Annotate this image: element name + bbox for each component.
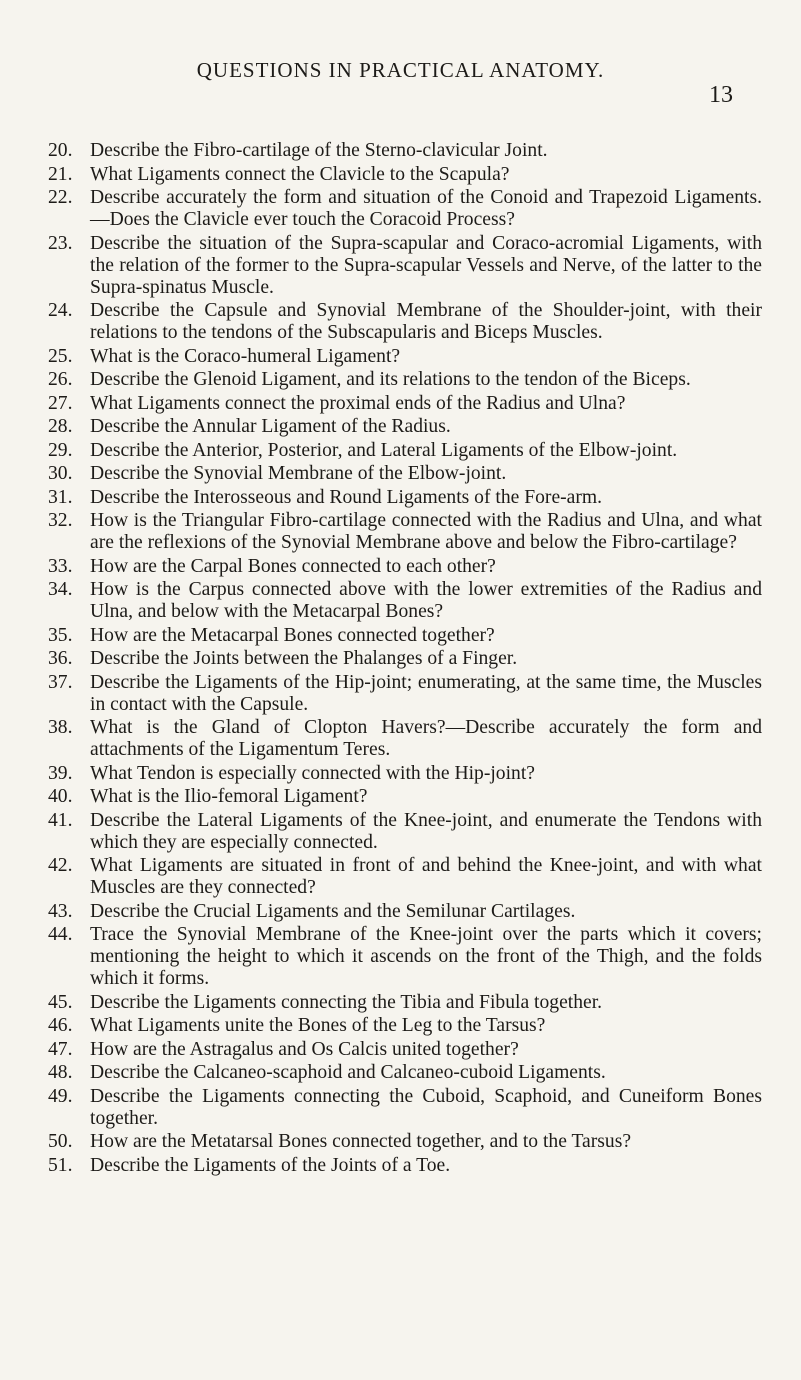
- question-text: Describe the Annular Ligament of the Radius.: [90, 416, 451, 437]
- question-item: [48, 300, 762, 344]
- question-item: [48, 346, 762, 368]
- question-item: [48, 369, 762, 391]
- question-number: 20.: [48, 140, 73, 161]
- question-number: 32.: [48, 510, 73, 531]
- question-text: How are the Astragalus and Os Calcis united together?: [90, 1038, 519, 1060]
- question-item: [48, 487, 762, 509]
- question-number: 43.: [48, 900, 73, 922]
- running-title: QUESTIONS IN PRACTICAL ANATOMY.: [196, 58, 605, 82]
- question-number: 33.: [48, 555, 73, 577]
- question-item: [48, 1155, 762, 1177]
- question-text: What is the Ilio-femoral Ligament?: [90, 786, 368, 807]
- question-text: Describe the Crucial Ligaments and the Semilunar Cartilages.: [90, 900, 576, 922]
- question-number: 49.: [48, 1085, 73, 1107]
- question-number: 35.: [48, 624, 73, 646]
- question-number: 38.: [48, 717, 73, 738]
- question-item: [48, 1015, 762, 1037]
- question-text: What is the Gland of Clopton Havers?—Describe accurately the form and attachments of the Ligamentum Teres.: [90, 717, 762, 760]
- question-number: 41.: [48, 809, 73, 831]
- question-item: [48, 855, 762, 899]
- question-number: 30.: [48, 463, 73, 484]
- question-item: [48, 510, 762, 554]
- question-number: 45.: [48, 991, 73, 1013]
- question-list: [48, 140, 762, 1178]
- question-item: [48, 1039, 762, 1061]
- question-number: 23.: [48, 232, 73, 254]
- question-item: [48, 1131, 762, 1153]
- question-text: Describe the Synovial Membrane of the Elbow-joint.: [90, 463, 507, 484]
- question-number: 34.: [48, 579, 73, 600]
- question-item: [48, 463, 762, 485]
- question-text: Describe the Interosseous and Round Ligaments of the Fore-arm.: [90, 486, 603, 508]
- question-text: Describe the Ligaments of the Hip-joint; enumerating, at the same time, the Muscles in contact with the Capsule.: [90, 671, 762, 715]
- question-text: Describe the Ligaments connecting the Cuboid, Scaphoid, and Cuneiform Bones together.: [90, 1085, 762, 1129]
- question-number: 37.: [48, 671, 73, 693]
- question-number: 51.: [48, 1154, 73, 1176]
- question-text: Describe the Calcaneo-scaphoid and Calcaneo-cuboid Ligaments.: [90, 1062, 606, 1083]
- question-number: 47.: [48, 1038, 73, 1060]
- question-item: [48, 164, 762, 186]
- question-item: [48, 416, 762, 438]
- question-text: Describe accurately the form and situation of the Conoid and Trapezoid Ligaments.—Does the Clavicle ever touch the Coracoid Process?: [90, 187, 762, 230]
- question-text: Describe the Joints between the Phalanges of a Finger.: [90, 648, 518, 669]
- question-text: What Tendon is especially connected with the Hip-joint?: [90, 762, 535, 784]
- question-item: [48, 556, 762, 578]
- question-text: How is the Triangular Fibro-cartilage connected with the Radius and Ulna, and what are the reflexions of the Synovial Membrane above and below the Fibro-cartilage?: [90, 510, 762, 553]
- question-number: 29.: [48, 439, 73, 461]
- question-number: 36.: [48, 648, 73, 669]
- page-number: 13: [709, 82, 733, 108]
- question-item: [48, 648, 762, 670]
- question-number: 50.: [48, 1131, 73, 1152]
- question-item: [48, 763, 762, 785]
- question-item: [48, 440, 762, 462]
- question-item: [48, 187, 762, 231]
- question-text: What Ligaments connect the Clavicle to the Scapula?: [90, 163, 510, 185]
- question-text: Trace the Synovial Membrane of the Knee-joint over the parts which it covers; mentioning the height to which it ascends on the front of the Thigh, and the folds which it forms.: [90, 924, 762, 989]
- question-item: [48, 1086, 762, 1130]
- question-text: Describe the Lateral Ligaments of the Knee-joint, and enumerate the Tendons with which they are especially connected.: [90, 809, 762, 853]
- question-text: What Ligaments unite the Bones of the Leg to the Tarsus?: [90, 1015, 546, 1036]
- question-number: 22.: [48, 187, 73, 208]
- question-item: [48, 233, 762, 299]
- question-number: 48.: [48, 1062, 73, 1083]
- question-number: 24.: [48, 300, 73, 321]
- question-item: [48, 1062, 762, 1084]
- question-text: How are the Metacarpal Bones connected together?: [90, 624, 495, 646]
- question-text: Describe the Capsule and Synovial Membrane of the Shoulder-joint, with their relations to the tendons of the Subscapularis and Biceps Muscles.: [90, 300, 762, 343]
- question-number: 25.: [48, 345, 73, 367]
- question-text: What Ligaments connect the proximal ends of the Radius and Ulna?: [90, 392, 626, 414]
- question-number: 46.: [48, 1015, 73, 1036]
- question-text: What is the Coraco-humeral Ligament?: [90, 345, 401, 367]
- question-item: [48, 901, 762, 923]
- question-item: [48, 393, 762, 415]
- question-text: How is the Carpus connected above with the lower extremities of the Radius and Ulna, and below with the Metacarpal Bones?: [90, 579, 762, 622]
- question-text: Describe the Ligaments of the Joints of a Toe.: [90, 1154, 451, 1176]
- question-number: 26.: [48, 369, 73, 390]
- question-item: [48, 140, 762, 162]
- question-number: 40.: [48, 786, 73, 807]
- question-item: [48, 924, 762, 990]
- question-item: [48, 625, 762, 647]
- question-item: [48, 579, 762, 623]
- question-item: [48, 672, 762, 716]
- question-item: [48, 786, 762, 808]
- question-item: [48, 717, 762, 761]
- question-number: 42.: [48, 855, 73, 876]
- question-text: Describe the situation of the Supra-scapular and Coraco-acromial Ligaments, with the relation of the former to the Supra-scapular Vessels and Nerve, of the latter to the Supra-spinatus Muscle.: [90, 232, 762, 298]
- question-text: How are the Carpal Bones connected to each other?: [90, 555, 496, 577]
- question-number: 31.: [48, 486, 73, 508]
- question-item: [48, 810, 762, 854]
- question-number: 28.: [48, 416, 73, 437]
- question-item: [48, 992, 762, 1014]
- question-text: Describe the Fibro-cartilage of the Sterno-clavicular Joint.: [90, 140, 548, 161]
- question-number: 27.: [48, 392, 73, 414]
- question-number: 39.: [48, 762, 73, 784]
- question-text: Describe the Anterior, Posterior, and Lateral Ligaments of the Elbow-joint.: [90, 439, 678, 461]
- question-text: What Ligaments are situated in front of and behind the Knee-joint, and with what Muscles are they connected?: [90, 855, 762, 898]
- question-number: 21.: [48, 163, 73, 185]
- question-number: 44.: [48, 924, 73, 945]
- question-text: How are the Metatarsal Bones connected together, and to the Tarsus?: [90, 1131, 632, 1152]
- question-text: Describe the Ligaments connecting the Tibia and Fibula together.: [90, 991, 603, 1013]
- question-text: Describe the Glenoid Ligament, and its relations to the tendon of the Biceps.: [90, 369, 691, 390]
